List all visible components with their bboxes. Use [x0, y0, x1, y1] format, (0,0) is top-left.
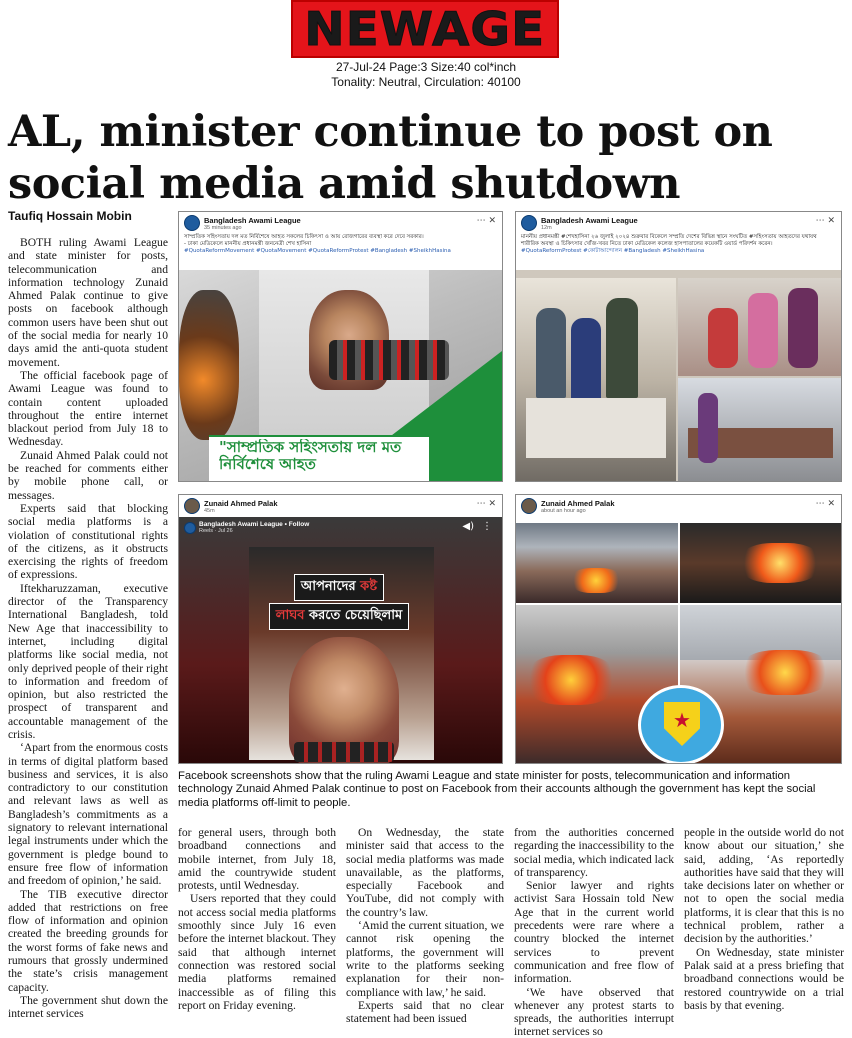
hospital-photo — [516, 278, 676, 482]
fire-photo — [680, 523, 842, 603]
page-avatar — [521, 215, 537, 231]
masthead-title: NEWAGE — [304, 2, 546, 56]
paragraph: from the authorities concerned regarding the inaccessibility to the social media, which indicated lack of transparency. — [514, 826, 674, 879]
facebook-screenshot-awami-league-2 — [515, 211, 842, 482]
more-options-icon: ⋯ ✕ — [476, 499, 496, 509]
page-avatar — [521, 498, 537, 514]
facebook-screenshot-palak-fire — [515, 494, 842, 764]
article-byline: Taufiq Hossain Mobin — [8, 209, 132, 223]
hospital-photo — [678, 278, 842, 376]
post-text — [521, 234, 836, 255]
page-name: Bangladesh Awami League — [541, 215, 638, 225]
more-options-icon[interactable]: ⋮ — [482, 521, 492, 532]
reel-page-name: Bangladesh Awami League • Follow — [199, 521, 310, 528]
post-header — [516, 495, 841, 517]
clip-meta-line2: Tonality: Neutral, Circulation: 40100 — [331, 75, 521, 89]
article-headline: AL, minister continue to post on social media amid shutdown — [8, 107, 773, 209]
paragraph: ‘Amid the current situation, we cannot risk opening the platforms, the government will write to the platforms seeking explanation for their non-compliance with law,’ he said. — [346, 919, 504, 999]
paragraph: On Wednesday, the state minister said that access to the social media platforms was made unavailable, as the platforms, especially Facebook and YouTube, did not comply with the country’s law. — [346, 826, 504, 919]
post-time: 12m — [541, 224, 552, 231]
article-column-2 — [178, 826, 336, 1012]
post-header — [516, 212, 841, 234]
more-options-icon: ⋯ ✕ — [815, 216, 835, 226]
clip-meta-line1: 27-Jul-24 Page:3 Size:40 col*inch — [335, 60, 517, 74]
article-column-1 — [8, 236, 168, 1021]
reel-caption-highlight: লাঘব — [275, 608, 305, 623]
reel-time: Reels · Jul 26 — [199, 528, 233, 534]
page-name: Zunaid Ahmed Palak — [204, 498, 278, 508]
article-column-3 — [346, 826, 504, 1025]
post-image — [179, 270, 502, 481]
photo-caption: Facebook screenshots show that the ruling Awami League and state minister for posts, telecommunication and information technology Zunaid Ahmed Palak continue to post on Facebook from their accounts although the government has kept the social media platforms off-limit to people. — [178, 770, 816, 809]
paragraph: The TIB executive director added that restrictions on free flow of information and opinion created the breeding grounds for the worst forms of fake news and rumours that grossly undermined the state’s crisis management capacity. — [8, 887, 168, 994]
paragraph: people in the outside world do not know about our situation,’ she said, adding, ‘As reportedly authorities have said that they will take decisions later on whether or not to open the social media platforms, it is clear that this is no technical problem, rather a decision by the authorities.’ — [684, 826, 844, 946]
party-emblem — [638, 685, 724, 764]
quote-banner-text: "সাম্প্রতিক সহিংসতায় দল মত নির্বিশেষে আহত — [219, 439, 402, 473]
facebook-screenshot-palak-reel — [178, 494, 503, 764]
star-icon: ★ — [673, 708, 691, 732]
paragraph: for general users, through both broadband connections and mobile internet, from July 18, amid the countrywide student protests, until Wednesday. — [178, 826, 336, 893]
reel-caption-text: করতে চেয়েছিলাম — [304, 608, 403, 623]
post-time: 45m — [204, 507, 215, 514]
post-text — [184, 234, 497, 255]
paragraph: Iftekharuzzaman, executive director of the Transparency International Bangladesh, told New Age that inaccessibility to internet, including digital platforms like social media, not only deprived people of their right to information and freedom of opinion, but also restricted the prospect of transparent and accountable management of the crisis. — [8, 581, 168, 741]
paragraph: On Wednesday, state minister Palak said at a press briefing that broadband connections would be restored countrywide on a trial basis by that evening. — [684, 945, 844, 1012]
reel-caption-highlight: কষ্ট — [360, 579, 378, 594]
post-text-line: সাম্প্রতিক সহিংসতায় দল মত নির্বিশেষে আহত সকলের চিকিৎসা ও আয় রোজগারের ব্যবস্থা করে দেবে সরকার। — [184, 234, 424, 240]
page-name: Zunaid Ahmed Palak — [541, 498, 615, 508]
page-avatar — [184, 215, 200, 231]
article-column-5 — [684, 826, 844, 1012]
newspaper-masthead — [291, 0, 559, 58]
reel-caption — [259, 574, 419, 630]
more-options-icon: ⋯ ✕ — [815, 499, 835, 509]
post-header — [179, 212, 502, 234]
facebook-screenshot-awami-league-1 — [178, 211, 503, 482]
post-photo-grid — [516, 270, 841, 481]
reel-avatar — [184, 522, 196, 534]
post-text-line: - ঢাকা মেডিকেলে মাননীয় প্রধানমন্ত্রী জননেত্রী শেখ হাসিনা — [184, 241, 312, 247]
paragraph: Experts said that no clear statement had been issued — [346, 998, 504, 1026]
page-avatar — [184, 498, 200, 514]
post-header — [179, 495, 502, 517]
paragraph: BOTH ruling Awami League and state minister for posts, telecommunication and information technology Zunaid Ahmed Palak continue to give posts on facebook although common users have been shut out of the social media for nearly 10 days amid the anti-quota student movement. — [8, 236, 168, 369]
article-column-4 — [514, 826, 674, 1038]
paragraph: ‘Apart from the enormous costs in terms of digital platform based business and services, it is also contradictory to our constitution and relevant laws as well as Bangladesh’s commitments as a signatory to relevant international legal instruments under which the government is pledge bound to ensure free flow of information and freedom of opinion,’ he said. — [8, 741, 168, 888]
paragraph: Zunaid Ahmed Palak could not be reached for comments either by mobile phone call, or messages. — [8, 448, 168, 502]
paragraph: The government shut down the internet services — [8, 993, 168, 1021]
post-text-line: মাননীয় প্রধানমন্ত্রী #শেখহাসিনা ২৬ জুলাই ২০২৪ শুক্রবার বিকেলে সম্প্রতি দেশের বিভিন্ন স্থানে সংঘটিত #সহিংসতায় আহতদের যথাযথ শারীরিক অবস্থা ও চিকিৎসার খোঁজ-খবর নিতে ঢাকা মেডিকেল কলেজ হাসপাতালের কয়েকটি ওয়ার্ড পরিদর্শন করেন। — [521, 234, 817, 247]
post-hashtags: #QuotaReformProtest #কোটাআন্দোলন #Bangladesh #SheikhHasina — [521, 248, 705, 254]
speaker-icon[interactable]: ◀) — [462, 521, 474, 532]
paragraph: Users reported that they could not access social media platforms smoothly since July 16 even before the internet blackout. They said that although internet connection was restored social media platforms remained inaccessible as of filing this report on Friday evening. — [178, 892, 336, 1012]
paragraph: The official facebook page of Awami League was found to contain content uploaded throughout the entire internet blackout period from July 18 to Wednesday. — [8, 368, 168, 449]
paragraph: ‘We have observed that whenever any protest starts to spreads, the authorities interrupt internet services so — [514, 985, 674, 1038]
paragraph: Senior lawyer and rights activist Sara Hossain told New Age that in the current world precedents were rare where a country blocked the internet services to prevent communication and free flow of information. — [514, 879, 674, 986]
more-options-icon: ⋯ ✕ — [476, 216, 496, 226]
fire-photo — [516, 523, 678, 603]
paragraph: Experts said that blocking social media platforms is a violation of constitutional rights of the citizens, as it obstructs exercising the rights of freedom of expressions. — [8, 501, 168, 582]
reel-caption-text: আপনাদের — [300, 579, 361, 594]
post-time: about an hour ago — [541, 507, 586, 514]
page-name: Bangladesh Awami League — [204, 215, 301, 225]
post-time: 35 minutes ago — [204, 224, 242, 231]
post-hashtags: #QuotaReformMovement #QuotaMovement #QuotaReformProtest #Bangladesh #SheikhHasina — [184, 248, 451, 254]
hospital-photo — [678, 378, 842, 482]
